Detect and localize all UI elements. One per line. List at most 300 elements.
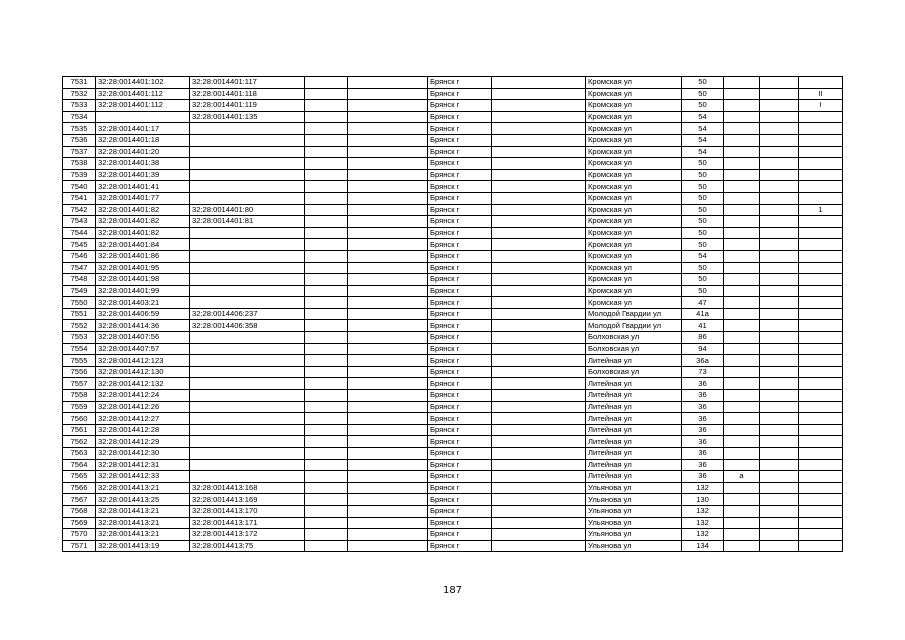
cadastral-number-cell: 32:28:0014401:82 bbox=[96, 216, 190, 228]
row-number-cell: 7535 bbox=[63, 123, 96, 135]
empty-cell bbox=[760, 343, 799, 355]
empty-cell bbox=[305, 494, 348, 506]
cadastral-number-cell: 32:28:0014401:39 bbox=[96, 169, 190, 181]
empty-cell bbox=[760, 401, 799, 413]
related-cadastral-number-cell: 32:28:0014413:168 bbox=[190, 482, 305, 494]
empty-cell bbox=[305, 239, 348, 251]
house-letter-cell bbox=[724, 239, 760, 251]
table-row bbox=[63, 424, 843, 436]
related-cadastral-number-cell bbox=[190, 471, 305, 483]
empty-cell bbox=[492, 134, 586, 146]
street-cell: Болховская ул bbox=[586, 332, 682, 344]
house-number-cell: 50 bbox=[682, 192, 724, 204]
cadastral-number-cell: 32:28:0014412:31 bbox=[96, 459, 190, 471]
related-cadastral-number-cell bbox=[190, 413, 305, 425]
related-cadastral-number-cell bbox=[190, 262, 305, 274]
house-number-cell: 134 bbox=[682, 540, 724, 552]
building-part-cell bbox=[799, 320, 843, 332]
street-cell: Болховская ул bbox=[586, 343, 682, 355]
row-number-cell: 7534 bbox=[63, 111, 96, 123]
house-number-cell: 41 bbox=[682, 320, 724, 332]
row-number-cell: 7557 bbox=[63, 378, 96, 390]
city-cell: Брянск г bbox=[428, 274, 492, 286]
table-row bbox=[63, 262, 843, 274]
street-cell: Кромская ул bbox=[586, 146, 682, 158]
house-letter-cell bbox=[724, 540, 760, 552]
building-part-cell: 1 bbox=[799, 204, 843, 216]
building-part-cell bbox=[799, 274, 843, 286]
empty-cell bbox=[348, 413, 428, 425]
table-row bbox=[63, 529, 843, 541]
empty-cell bbox=[305, 355, 348, 367]
empty-cell bbox=[305, 181, 348, 193]
empty-cell bbox=[348, 146, 428, 158]
house-number-cell: 132 bbox=[682, 529, 724, 541]
cadastral-number-cell: 32:28:0014401:95 bbox=[96, 262, 190, 274]
table-row bbox=[63, 482, 843, 494]
table-row bbox=[63, 134, 843, 146]
empty-cell bbox=[348, 424, 428, 436]
table-row bbox=[63, 146, 843, 158]
empty-cell bbox=[305, 297, 348, 309]
row-number-cell: 7545 bbox=[63, 239, 96, 251]
house-number-cell: 50 bbox=[682, 285, 724, 297]
row-number-cell: 7544 bbox=[63, 227, 96, 239]
empty-cell bbox=[760, 413, 799, 425]
house-number-cell: 50 bbox=[682, 239, 724, 251]
city-cell: Брянск г bbox=[428, 308, 492, 320]
house-number-cell: 54 bbox=[682, 111, 724, 123]
empty-cell bbox=[305, 482, 348, 494]
empty-cell bbox=[348, 355, 428, 367]
empty-cell bbox=[760, 250, 799, 262]
empty-cell bbox=[348, 320, 428, 332]
city-cell: Брянск г bbox=[428, 146, 492, 158]
cadastral-number-cell: 32:28:0014414:36 bbox=[96, 320, 190, 332]
street-cell: Кромская ул bbox=[586, 239, 682, 251]
related-cadastral-number-cell bbox=[190, 239, 305, 251]
building-part-cell bbox=[799, 192, 843, 204]
city-cell: Брянск г bbox=[428, 285, 492, 297]
house-letter-cell bbox=[724, 401, 760, 413]
building-part-cell bbox=[799, 77, 843, 89]
house-letter-cell bbox=[724, 332, 760, 344]
row-number-cell: 7558 bbox=[63, 390, 96, 402]
related-cadastral-number-cell: 32:28:0014413:171 bbox=[190, 517, 305, 529]
empty-cell bbox=[348, 471, 428, 483]
row-number-cell: 7569 bbox=[63, 517, 96, 529]
city-cell: Брянск г bbox=[428, 401, 492, 413]
empty-cell bbox=[760, 308, 799, 320]
related-cadastral-number-cell bbox=[190, 424, 305, 436]
cadastral-number-cell: 32:28:0014412:30 bbox=[96, 448, 190, 460]
related-cadastral-number-cell bbox=[190, 146, 305, 158]
empty-cell bbox=[348, 111, 428, 123]
row-number-cell: 7540 bbox=[63, 181, 96, 193]
row-number-cell: 7547 bbox=[63, 262, 96, 274]
street-cell: Кромская ул bbox=[586, 134, 682, 146]
related-cadastral-number-cell bbox=[190, 297, 305, 309]
row-number-cell: 7531 bbox=[63, 77, 96, 89]
empty-cell bbox=[492, 250, 586, 262]
building-part-cell bbox=[799, 227, 843, 239]
empty-cell bbox=[305, 134, 348, 146]
house-number-cell: 36 bbox=[682, 378, 724, 390]
house-letter-cell bbox=[724, 262, 760, 274]
empty-cell bbox=[348, 517, 428, 529]
building-part-cell bbox=[799, 459, 843, 471]
empty-cell bbox=[492, 181, 586, 193]
related-cadastral-number-cell bbox=[190, 343, 305, 355]
house-letter-cell bbox=[724, 436, 760, 448]
street-cell: Литейная ул bbox=[586, 436, 682, 448]
empty-cell bbox=[348, 77, 428, 89]
city-cell: Брянск г bbox=[428, 505, 492, 517]
table-row bbox=[63, 320, 843, 332]
empty-cell bbox=[492, 378, 586, 390]
street-cell: Ульянова ул bbox=[586, 494, 682, 506]
house-number-cell: 47 bbox=[682, 297, 724, 309]
empty-cell bbox=[348, 134, 428, 146]
related-cadastral-number-cell bbox=[190, 448, 305, 460]
empty-cell bbox=[492, 239, 586, 251]
city-cell: Брянск г bbox=[428, 494, 492, 506]
empty-cell bbox=[492, 158, 586, 170]
building-part-cell bbox=[799, 482, 843, 494]
empty-cell bbox=[348, 343, 428, 355]
cadastral-number-cell: 32:28:0014401:86 bbox=[96, 250, 190, 262]
related-cadastral-number-cell bbox=[190, 158, 305, 170]
empty-cell bbox=[348, 308, 428, 320]
empty-cell bbox=[305, 448, 348, 460]
cadastral-number-cell: 32:28:0014401:18 bbox=[96, 134, 190, 146]
empty-cell bbox=[305, 366, 348, 378]
row-number-cell: 7550 bbox=[63, 297, 96, 309]
table-row bbox=[63, 471, 843, 483]
street-cell: Кромская ул bbox=[586, 250, 682, 262]
related-cadastral-number-cell: 32:28:0014401:135 bbox=[190, 111, 305, 123]
street-cell: Кромская ул bbox=[586, 285, 682, 297]
house-letter-cell bbox=[724, 158, 760, 170]
house-number-cell: 50 bbox=[682, 227, 724, 239]
table-row bbox=[63, 285, 843, 297]
city-cell: Брянск г bbox=[428, 529, 492, 541]
street-cell: Кромская ул bbox=[586, 88, 682, 100]
cadastral-number-cell: 32:28:0014401:38 bbox=[96, 158, 190, 170]
cadastral-number-cell: 32:28:0014401:82 bbox=[96, 204, 190, 216]
empty-cell bbox=[760, 169, 799, 181]
street-cell: Ульянова ул bbox=[586, 529, 682, 541]
empty-cell bbox=[492, 401, 586, 413]
street-cell: Литейная ул bbox=[586, 448, 682, 460]
empty-cell bbox=[305, 505, 348, 517]
empty-cell bbox=[760, 77, 799, 89]
empty-cell bbox=[492, 77, 586, 89]
empty-cell bbox=[305, 424, 348, 436]
house-number-cell: 36 bbox=[682, 448, 724, 460]
related-cadastral-number-cell bbox=[190, 401, 305, 413]
empty-cell bbox=[492, 413, 586, 425]
table-row bbox=[63, 378, 843, 390]
row-number-cell: 7554 bbox=[63, 343, 96, 355]
city-cell: Брянск г bbox=[428, 366, 492, 378]
related-cadastral-number-cell bbox=[190, 227, 305, 239]
related-cadastral-number-cell: 32:28:0014401:117 bbox=[190, 77, 305, 89]
empty-cell bbox=[305, 146, 348, 158]
row-number-cell: 7542 bbox=[63, 204, 96, 216]
related-cadastral-number-cell bbox=[190, 169, 305, 181]
empty-cell bbox=[492, 332, 586, 344]
empty-cell bbox=[348, 181, 428, 193]
city-cell: Брянск г bbox=[428, 482, 492, 494]
house-letter-cell bbox=[724, 77, 760, 89]
empty-cell bbox=[305, 343, 348, 355]
cadastral-number-cell: 32:28:0014407:57 bbox=[96, 343, 190, 355]
city-cell: Брянск г bbox=[428, 332, 492, 344]
building-part-cell bbox=[799, 366, 843, 378]
empty-cell bbox=[492, 192, 586, 204]
house-letter-cell bbox=[724, 111, 760, 123]
house-letter-cell bbox=[724, 146, 760, 158]
street-cell: Кромская ул bbox=[586, 111, 682, 123]
house-letter-cell bbox=[724, 494, 760, 506]
building-part-cell bbox=[799, 158, 843, 170]
cadastral-number-cell: 32:28:0014413:21 bbox=[96, 482, 190, 494]
empty-cell bbox=[305, 227, 348, 239]
house-number-cell: 54 bbox=[682, 134, 724, 146]
empty-cell bbox=[492, 123, 586, 135]
related-cadastral-number-cell bbox=[190, 436, 305, 448]
empty-cell bbox=[760, 459, 799, 471]
cadastral-number-cell: 32:28:0014412:27 bbox=[96, 413, 190, 425]
city-cell: Брянск г bbox=[428, 158, 492, 170]
house-number-cell: 132 bbox=[682, 517, 724, 529]
empty-cell bbox=[348, 540, 428, 552]
empty-cell bbox=[348, 529, 428, 541]
cadastral-number-cell: 32:28:0014413:25 bbox=[96, 494, 190, 506]
cadastral-number-cell: 32:28:0014413:19 bbox=[96, 540, 190, 552]
empty-cell bbox=[305, 274, 348, 286]
house-number-cell: 50 bbox=[682, 262, 724, 274]
empty-cell bbox=[305, 88, 348, 100]
cadastral-number-cell: 32:28:0014401:77 bbox=[96, 192, 190, 204]
related-cadastral-number-cell: 32:28:0014401:80 bbox=[190, 204, 305, 216]
empty-cell bbox=[760, 529, 799, 541]
house-number-cell: 50 bbox=[682, 216, 724, 228]
empty-cell bbox=[492, 390, 586, 402]
empty-cell bbox=[305, 459, 348, 471]
city-cell: Брянск г bbox=[428, 123, 492, 135]
building-part-cell bbox=[799, 343, 843, 355]
city-cell: Брянск г bbox=[428, 100, 492, 112]
cadastral-number-cell: 32:28:0014403:21 bbox=[96, 297, 190, 309]
empty-cell bbox=[492, 436, 586, 448]
house-number-cell: 50 bbox=[682, 274, 724, 286]
city-cell: Брянск г bbox=[428, 262, 492, 274]
related-cadastral-number-cell: 32:28:0014401:118 bbox=[190, 88, 305, 100]
row-number-cell: 7562 bbox=[63, 436, 96, 448]
empty-cell bbox=[348, 100, 428, 112]
empty-cell bbox=[305, 540, 348, 552]
house-number-cell: 130 bbox=[682, 494, 724, 506]
city-cell: Брянск г bbox=[428, 517, 492, 529]
empty-cell bbox=[760, 517, 799, 529]
building-part-cell bbox=[799, 505, 843, 517]
empty-cell bbox=[492, 227, 586, 239]
table-row bbox=[63, 436, 843, 448]
house-letter-cell bbox=[724, 192, 760, 204]
empty-cell bbox=[348, 390, 428, 402]
street-cell: Кромская ул bbox=[586, 227, 682, 239]
cadastral-number-cell bbox=[96, 111, 190, 123]
empty-cell bbox=[348, 204, 428, 216]
building-part-cell bbox=[799, 111, 843, 123]
house-number-cell: 73 bbox=[682, 366, 724, 378]
row-number-cell: 7565 bbox=[63, 471, 96, 483]
related-cadastral-number-cell bbox=[190, 355, 305, 367]
empty-cell bbox=[305, 262, 348, 274]
empty-cell bbox=[305, 308, 348, 320]
empty-cell bbox=[348, 448, 428, 460]
empty-cell bbox=[492, 308, 586, 320]
empty-cell bbox=[348, 332, 428, 344]
building-part-cell bbox=[799, 529, 843, 541]
empty-cell bbox=[492, 216, 586, 228]
empty-cell bbox=[492, 285, 586, 297]
empty-cell bbox=[492, 88, 586, 100]
house-number-cell: 36 bbox=[682, 424, 724, 436]
row-number-cell: 7549 bbox=[63, 285, 96, 297]
row-number-cell: 7560 bbox=[63, 413, 96, 425]
house-letter-cell bbox=[724, 100, 760, 112]
city-cell: Брянск г bbox=[428, 448, 492, 460]
table-row bbox=[63, 401, 843, 413]
building-part-cell bbox=[799, 517, 843, 529]
cadastral-number-cell: 32:28:0014401:20 bbox=[96, 146, 190, 158]
empty-cell bbox=[492, 343, 586, 355]
house-number-cell: 36 bbox=[682, 459, 724, 471]
street-cell: Литейная ул bbox=[586, 459, 682, 471]
empty-cell bbox=[348, 401, 428, 413]
table-row bbox=[63, 158, 843, 170]
house-letter-cell bbox=[724, 320, 760, 332]
cadastral-number-cell: 32:28:0014412:24 bbox=[96, 390, 190, 402]
empty-cell bbox=[492, 274, 586, 286]
row-number-cell: 7552 bbox=[63, 320, 96, 332]
empty-cell bbox=[348, 285, 428, 297]
cadastral-number-cell: 32:28:0014401:112 bbox=[96, 88, 190, 100]
house-letter-cell bbox=[724, 227, 760, 239]
house-letter-cell bbox=[724, 355, 760, 367]
building-part-cell bbox=[799, 297, 843, 309]
related-cadastral-number-cell bbox=[190, 332, 305, 344]
house-number-cell: 50 bbox=[682, 169, 724, 181]
table-row bbox=[63, 216, 843, 228]
house-number-cell: 86 bbox=[682, 332, 724, 344]
city-cell: Брянск г bbox=[428, 424, 492, 436]
related-cadastral-number-cell bbox=[190, 378, 305, 390]
empty-cell bbox=[760, 100, 799, 112]
empty-cell bbox=[760, 88, 799, 100]
building-part-cell bbox=[799, 332, 843, 344]
empty-cell bbox=[760, 390, 799, 402]
row-number-cell: 7564 bbox=[63, 459, 96, 471]
empty-cell bbox=[760, 134, 799, 146]
empty-cell bbox=[348, 158, 428, 170]
empty-cell bbox=[760, 297, 799, 309]
row-number-cell: 7539 bbox=[63, 169, 96, 181]
empty-cell bbox=[348, 494, 428, 506]
empty-cell bbox=[348, 239, 428, 251]
empty-cell bbox=[492, 169, 586, 181]
empty-cell bbox=[760, 123, 799, 135]
empty-cell bbox=[348, 227, 428, 239]
street-cell: Кромская ул bbox=[586, 262, 682, 274]
empty-cell bbox=[348, 274, 428, 286]
related-cadastral-number-cell bbox=[190, 459, 305, 471]
row-number-cell: 7566 bbox=[63, 482, 96, 494]
building-part-cell bbox=[799, 123, 843, 135]
empty-cell bbox=[760, 192, 799, 204]
empty-cell bbox=[492, 482, 586, 494]
cadastral-number-cell: 32:28:0014413:21 bbox=[96, 517, 190, 529]
related-cadastral-number-cell: 32:28:0014406:237 bbox=[190, 308, 305, 320]
building-part-cell: I bbox=[799, 100, 843, 112]
house-letter-cell bbox=[724, 343, 760, 355]
street-cell: Кромская ул bbox=[586, 169, 682, 181]
city-cell: Брянск г bbox=[428, 459, 492, 471]
related-cadastral-number-cell: 32:28:0014413:172 bbox=[190, 529, 305, 541]
empty-cell bbox=[305, 332, 348, 344]
table-row bbox=[63, 250, 843, 262]
empty-cell bbox=[348, 123, 428, 135]
empty-cell bbox=[305, 169, 348, 181]
building-part-cell bbox=[799, 494, 843, 506]
cadastral-number-cell: 32:28:0014413:21 bbox=[96, 505, 190, 517]
cadastral-number-cell: 32:28:0014412:33 bbox=[96, 471, 190, 483]
empty-cell bbox=[492, 517, 586, 529]
building-part-cell bbox=[799, 540, 843, 552]
house-letter-cell bbox=[724, 505, 760, 517]
house-letter-cell bbox=[724, 378, 760, 390]
street-cell: Литейная ул bbox=[586, 401, 682, 413]
empty-cell bbox=[492, 146, 586, 158]
table-row bbox=[63, 517, 843, 529]
cadastral-number-cell: 32:28:0014401:98 bbox=[96, 274, 190, 286]
empty-cell bbox=[760, 239, 799, 251]
house-number-cell: 132 bbox=[682, 505, 724, 517]
house-letter-cell bbox=[724, 216, 760, 228]
empty-cell bbox=[305, 471, 348, 483]
page-number: 187 bbox=[442, 585, 463, 596]
empty-cell bbox=[348, 216, 428, 228]
city-cell: Брянск г bbox=[428, 239, 492, 251]
empty-cell bbox=[760, 436, 799, 448]
related-cadastral-number-cell bbox=[190, 123, 305, 135]
row-number-cell: 7546 bbox=[63, 250, 96, 262]
empty-cell bbox=[492, 471, 586, 483]
empty-cell bbox=[492, 529, 586, 541]
house-letter-cell bbox=[724, 169, 760, 181]
city-cell: Брянск г bbox=[428, 471, 492, 483]
city-cell: Брянск г bbox=[428, 436, 492, 448]
empty-cell bbox=[760, 540, 799, 552]
table-row bbox=[63, 390, 843, 402]
house-number-cell: 50 bbox=[682, 181, 724, 193]
building-part-cell bbox=[799, 285, 843, 297]
row-number-cell: 7567 bbox=[63, 494, 96, 506]
building-part-cell bbox=[799, 308, 843, 320]
